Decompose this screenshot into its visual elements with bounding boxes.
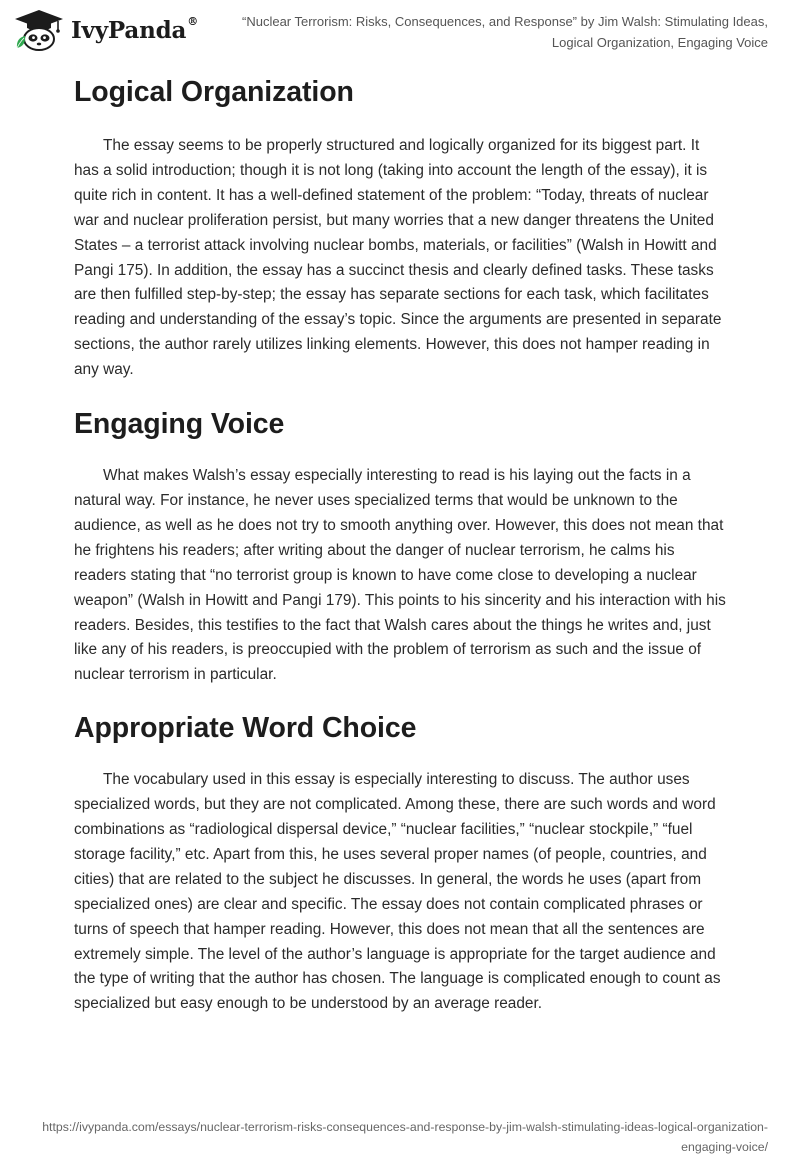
section-heading-appropriate-word-choice: Appropriate Word Choice [74,712,417,745]
essay-content [74,70,726,1017]
logo-wordmark [71,14,198,44]
ivypanda-logo[interactable] [13,8,198,52]
page-header [0,0,800,62]
logo-text: IvyPanda [71,16,187,44]
section-paragraph-logical-organization: The essay seems to be properly structured and logically organized for its biggest part. It has a solid introduction; though it is not long (taking into account the length of the essay), it is quite rich in content. It has a well-defined statement of the problem: “Today, threats of nuclear war and nuclear proliferation persist, but many worries that a new danger threatens the United States – a terrorist attack involving nuclear bombs, materials, or facilities” (Walsh in Howitt and Pangi 175). In addition, the essay has a succinct thesis and clearly defined tasks. These tasks are then fulfilled step-by-step; the essay has separate sections for each task, which facilitates reading and understanding of the essay’s topic. Since the arguments are presented in separate sections, the author rarely utilizes linking elements. However, this does not hamper reading in any way. [74,137,722,379]
document-title: “Nuclear Terrorism: Risks, Consequences, and Response” by Jim Walsh: Stimulating Ideas, Logical Organization, Engaging Voice [242,14,768,50]
section-paragraph-appropriate-word-choice: The vocabulary used in this essay is especially interesting to discuss. The author uses specialized words, but they are not complicated. Among these, there are such words and word combinations as “radiological dispersal device,” “nuclear facilities,” “nuclear stockpile,” “fuel storage facility,” etc. Apart from this, he uses several proper names (of people, countries, and cities) that are related to the subject he discusses. In general, the words he uses (apart from specialized ones) are clear and specific. The essay does not contain complicated phrases or turns of speech that hamper reading. However, this does not mean that all the sentences are extremely simple. The level of the author’s language is appropriate for the target audience and the type of writing that the author has chosen. The language is complicated enough to count as specialized but easy enough to be understood by an average reader. [74,771,721,1013]
section-heading-logical-organization: Logical Organization [74,76,354,108]
section-heading-engaging-voice: Engaging Voice [74,408,285,441]
panda-graduate-icon [13,8,65,52]
source-url[interactable]: https://ivypanda.com/essays/nuclear-terrorism-risks-consequences-and-response-by-jim-walsh-stimulating-ideas-logical-organization-engaging-voice/ [42,1120,768,1154]
section-paragraph-engaging-voice: What makes Walsh’s essay especially interesting to read is his laying out the facts in a natural way. For instance, he never uses specialized terms that would be unknown to the audience, as well as he does not try to smooth anything over. However, this does not mean that he frightens his readers; after writing about the danger of nuclear terrorism, he calms his readers stating that “no terrorist group is known to have come close to developing a nuclear weapon” (Walsh in Howitt and Pangi 179). This points to his sincerity and his interaction with his readers. Besides, this testifies to the fact that Walsh cares about the things he writes and, just like any of his readers, is preoccupied with the problem of terrorism as such and the issue of nuclear terrorism in particular. [74,467,726,684]
registered-mark: ® [187,14,198,28]
